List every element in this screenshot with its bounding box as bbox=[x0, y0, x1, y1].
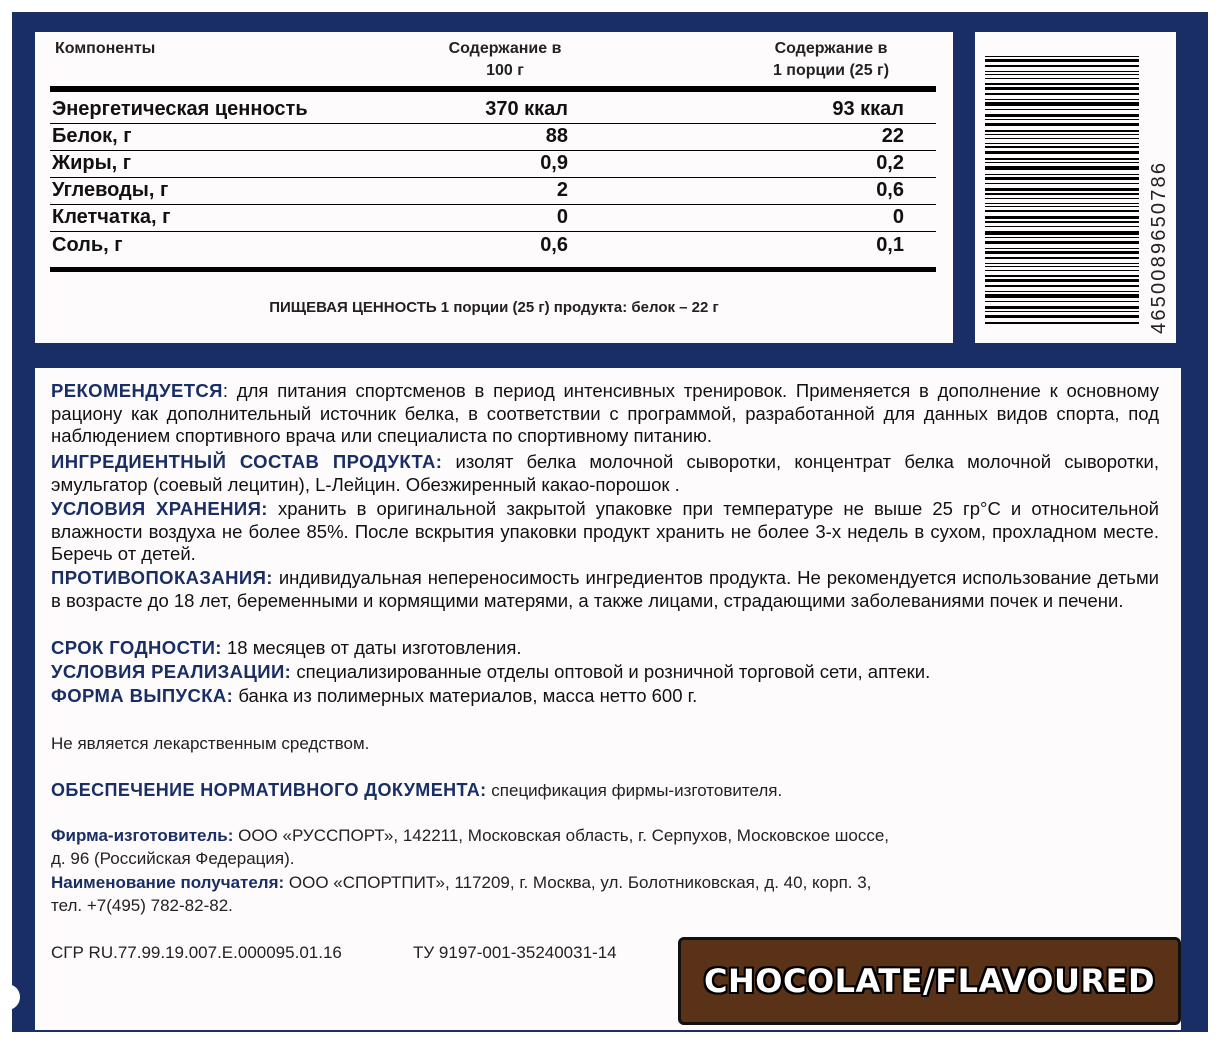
barcode-bar bbox=[985, 193, 1139, 195]
barcode-bar bbox=[985, 87, 1139, 90]
table-row bbox=[50, 124, 936, 151]
barcode-bar bbox=[985, 210, 1139, 212]
table-row bbox=[50, 178, 936, 205]
barcode-bar bbox=[985, 206, 1139, 207]
row-name: Белок, г bbox=[52, 125, 132, 147]
row-per100: 88 bbox=[545, 125, 568, 147]
barcode-bar bbox=[985, 177, 1139, 180]
barcode bbox=[975, 32, 1176, 343]
barcode-bar bbox=[985, 203, 1139, 204]
shelf-section bbox=[51, 637, 1159, 660]
barcode-bar bbox=[985, 59, 1139, 62]
not-medicine: Не является лекарственным средством. bbox=[51, 734, 370, 753]
receiver-text-2: тел. +7(495) 782-82-82. bbox=[51, 895, 233, 915]
barcode-bar bbox=[985, 266, 1139, 267]
barcode-bar bbox=[985, 257, 1139, 259]
barcode-bar bbox=[985, 315, 1139, 318]
barcode-bars bbox=[985, 56, 1139, 324]
shelf-label: СРОК ГОДНОСТИ: bbox=[51, 637, 222, 658]
storage-text: хранить в оригинальной закрытой упаковке при температуре не выше 25 гр°С и относительной влажности воздуха не более 85%. После вскрытия упаковки продукт хранить не более 3-х недель в сухом, прохладном месте. Беречь от детей. bbox=[51, 498, 1159, 565]
barcode-bar bbox=[985, 138, 1139, 139]
barcode-bar bbox=[985, 83, 1139, 85]
barcode-bar bbox=[985, 322, 1139, 324]
barcode-bar bbox=[985, 291, 1139, 292]
barcode-digits: 4650089650786 bbox=[1148, 160, 1170, 334]
form-section bbox=[51, 685, 1159, 708]
barcode-bar bbox=[985, 251, 1139, 254]
receiver-section bbox=[51, 872, 871, 917]
maker-text-2: д. 96 (Российская Федерация). bbox=[51, 848, 295, 868]
header-per100-line2: 100 г bbox=[486, 62, 524, 79]
barcode-bar bbox=[985, 275, 1139, 277]
barcode-bar bbox=[985, 102, 1139, 106]
barcode-bar bbox=[985, 263, 1139, 264]
sale-label: УСЛОВИЯ РЕАЛИЗАЦИИ: bbox=[51, 661, 292, 682]
barcode-bar bbox=[985, 231, 1139, 235]
barcode-bar bbox=[985, 158, 1139, 160]
row-serving: 0,6 bbox=[876, 179, 904, 201]
storage-label: УСЛОВИЯ ХРАНЕНИЯ: bbox=[51, 498, 268, 519]
header-serving bbox=[741, 38, 921, 82]
form-text: банка из полимерных материалов, масса нетто 600 г. bbox=[233, 685, 698, 706]
barcode-bar bbox=[985, 198, 1139, 199]
barcode-bar bbox=[985, 183, 1139, 184]
maker-section bbox=[51, 825, 889, 870]
table-row bbox=[50, 97, 936, 124]
barcode-bar bbox=[985, 74, 1139, 75]
normative-label: ОБЕСПЕЧЕНИЕ НОРМАТИВНОГО ДОКУМЕНТА: bbox=[51, 780, 487, 800]
barcode-bar bbox=[985, 301, 1139, 302]
barcode-bar bbox=[985, 123, 1139, 126]
header-per100 bbox=[415, 38, 595, 82]
row-serving: 93 ккал bbox=[832, 98, 904, 120]
barcode-bar bbox=[985, 166, 1139, 170]
header-serving-line2: 1 порции (25 г) bbox=[772, 62, 890, 79]
row-name: Энергетическая ценность bbox=[52, 98, 308, 120]
barcode-bar bbox=[985, 78, 1139, 79]
barcode-bar bbox=[985, 188, 1139, 191]
nutrition-footer: ПИЩЕВАЯ ЦЕННОСТЬ 1 порции (25 г) продукта: белок – 22 г bbox=[269, 299, 719, 316]
barcode-bar bbox=[985, 56, 1139, 57]
row-name: Соль, г bbox=[52, 234, 123, 256]
contra-label: ПРОТИВОПОКАЗАНИЯ: bbox=[51, 567, 273, 588]
row-name: Клетчатка, г bbox=[52, 206, 171, 228]
table-rule-bottom bbox=[50, 267, 936, 272]
barcode-bar bbox=[985, 71, 1139, 72]
barcode-bar bbox=[985, 143, 1139, 144]
barcode-bar bbox=[985, 114, 1139, 117]
row-per100: 2 bbox=[556, 179, 568, 201]
table-row bbox=[50, 151, 936, 178]
storage-section bbox=[51, 498, 1159, 566]
row-serving: 0,2 bbox=[876, 152, 904, 174]
contra-text: индивидуальная непереносимость ингредиентов продукта. Не рекомендуется использование детьми в возрасте до 18 лет, беременными и кормящими матерями, а также лицами, страдающими заболеваниями почек и печени. bbox=[51, 567, 1159, 611]
header-serving-line1: Содержание в bbox=[774, 40, 888, 57]
barcode-bar bbox=[985, 270, 1139, 271]
table-row bbox=[50, 232, 936, 259]
table-row bbox=[50, 205, 936, 232]
row-per100: 370 ккал bbox=[485, 98, 568, 120]
recommended-section bbox=[51, 380, 1159, 448]
contra-section bbox=[51, 567, 1159, 612]
barcode-bar bbox=[985, 109, 1139, 110]
form-label: ФОРМА ВЫПУСКА: bbox=[51, 685, 234, 706]
sale-text: специализированные отделы оптовой и розничной торговой сети, аптеки. bbox=[291, 661, 931, 682]
barcode-bar bbox=[985, 221, 1139, 223]
maker-label: Фирма-изготовитель: bbox=[51, 826, 234, 845]
recommended-label: РЕКОМЕНДУЕТСЯ bbox=[51, 380, 223, 401]
barcode-bar bbox=[985, 241, 1139, 244]
sgr-number: СГР RU.77.99.19.007.Е.000095.01.16 bbox=[51, 943, 342, 962]
row-name: Углеводы, г bbox=[52, 179, 169, 201]
table-rule-top bbox=[50, 86, 936, 92]
barcode-bar bbox=[985, 294, 1139, 298]
normative-section bbox=[51, 779, 782, 803]
header-per100-line1: Содержание в bbox=[448, 40, 562, 57]
ingredients-section bbox=[51, 451, 1159, 496]
flavour-label: CHOCOLATE/FLAVOURED bbox=[704, 962, 1155, 1000]
barcode-bar bbox=[985, 216, 1139, 219]
normative-text: спецификация фирмы-изготовителя. bbox=[486, 781, 783, 800]
barcode-bar bbox=[985, 162, 1139, 163]
nutrition-panel bbox=[35, 32, 953, 343]
barcode-bar bbox=[985, 93, 1139, 95]
info-panel bbox=[35, 368, 1181, 1030]
barcode-bar bbox=[985, 306, 1139, 309]
barcode-panel bbox=[975, 32, 1176, 343]
ingredients-text: изолят белка молочной сыворотки, концентрат белка молочной сыворотки, эмульгатор (соевый лецитин), L-Лейцин. Обезжиренный какао-порошок . bbox=[51, 451, 1159, 495]
barcode-bar bbox=[985, 226, 1139, 227]
barcode-bar bbox=[985, 130, 1139, 132]
receiver-text-1: ООО «СПОРТПИТ», 117209, г. Москва, ул. Болотниковская, д. 40, корп. 3, bbox=[284, 873, 872, 892]
barcode-bar bbox=[985, 248, 1139, 249]
barcode-bar bbox=[985, 311, 1139, 312]
row-per100: 0,6 bbox=[540, 234, 568, 256]
barcode-bar bbox=[985, 146, 1139, 148]
shelf-text: 18 месяцев от даты изготовления. bbox=[221, 637, 522, 658]
row-serving: 0 bbox=[892, 206, 904, 228]
receiver-label: Наименование получателя: bbox=[51, 873, 285, 892]
barcode-bar bbox=[985, 151, 1139, 154]
recommended-text: : для питания спортсменов в период интенсивных тренировок. Применяется в дополнение к основному рациону как дополнительный источник белка, в соответствии с программой, разработанной для данных видов спорта, под наблюдением спортивного врача или специалиста по спортивному питанию. bbox=[51, 380, 1159, 447]
barcode-bar bbox=[985, 237, 1139, 238]
barcode-bar bbox=[985, 134, 1139, 135]
header-components: Компоненты bbox=[55, 40, 156, 57]
ingredients-label: ИНГРЕДИЕНТНЫЙ СОСТАВ ПРОДУКТА: bbox=[51, 451, 443, 472]
barcode-bar bbox=[985, 285, 1139, 287]
sale-section bbox=[51, 661, 1159, 684]
row-per100: 0 bbox=[556, 206, 568, 228]
barcode-bar bbox=[985, 99, 1139, 100]
barcode-bar bbox=[985, 65, 1139, 67]
row-serving: 22 bbox=[881, 125, 904, 147]
flavour-badge bbox=[678, 937, 1181, 1025]
barcode-bar bbox=[985, 279, 1139, 282]
barcode-bar bbox=[985, 174, 1139, 175]
row-name: Жиры, г bbox=[52, 152, 132, 174]
maker-text-1: ООО «РУССПОРТ», 142211, Московская область, г. Серпухов, Московское шоссе, bbox=[233, 826, 890, 845]
row-per100: 0,9 bbox=[540, 152, 568, 174]
barcode-bar bbox=[985, 119, 1139, 120]
row-serving: 0,1 bbox=[876, 234, 904, 256]
tu-number: ТУ 9197-001-35240031-14 bbox=[413, 943, 617, 962]
